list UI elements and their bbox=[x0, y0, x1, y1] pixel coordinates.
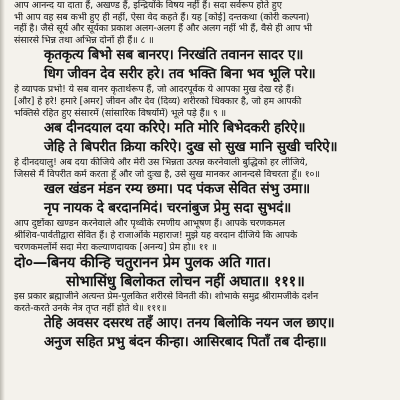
verse-line: अनुज सहित प्रभु बंदन कीन्हा। आसिरबाद पिताँ तब दीन्हा॥ bbox=[44, 334, 327, 351]
verse-line: कृतकृत्य बिभो सब बानरए। निरखंति तवानन सादर ए॥ bbox=[44, 47, 304, 64]
verse-line: जेहि ते बिपरीत क्रिया करिऐ। दुख सो सुख मानि सुखी चरिऐ॥ bbox=[44, 139, 338, 156]
verse-line: अब दीनदयाल दया करिऐ। मति मोरि बिभेदकरी हरिऐ॥ bbox=[44, 120, 306, 137]
verse-line: खल खंडन मंडन रम्य छमा। पद पंकज सेवित संभु उमा॥ bbox=[44, 181, 310, 198]
doha-line: सोभासिंधु बिलोकत लोचन नहीं अघात॥ १११॥ bbox=[66, 273, 305, 291]
text-line: श्रीशिव-पार्वतीद्वारा सेवित हैं। हे राजाओंके महाराज! मुझे यह वरदान दीजिये कि आपके bbox=[14, 229, 298, 241]
text-line: भी आप वह सब कभी हुए ही नहीं, ऐसा वेद कहते हैं। यह [कोई] दन्तकथा (कोरी कल्पना) bbox=[14, 11, 310, 23]
text-line: भक्तिसे रहित हुए संसारमें (सांसारिक विषयोंमें) भूले पड़े हैं॥ ९ ॥ bbox=[14, 107, 227, 119]
text-line: हे दीनदयालु! अब दया कीजिये और मेरी उस भिन्नता उत्पन्न करनेवाली बुद्धिको हर लीजिये, bbox=[14, 157, 308, 169]
text-line: आप दुष्टोंका खण्डन करनेवाले और पृथ्वीके रमणीय आभूषण हैं। आपके चरणकमल bbox=[14, 218, 285, 230]
text-line: हे व्यापक प्रभो! ये सब वानर कृतार्थरूप हैं, जो आदरपूर्वक ये आपका मुख देख रहे हैं। bbox=[14, 84, 295, 96]
text-line: [और] हे हरे! हमारे [अमर] जीवन और देव (दिव्य) शरीरको धिक्कार है, जो हम आपकी bbox=[14, 95, 302, 107]
text-line: नहीं है। जैसे सूर्य और सूर्यका प्रकाश अलग-अलग हैं और अलग नहीं भी हैं, वैसे ही आप भी bbox=[14, 23, 312, 35]
doha-line: दो०—बिनय कीन्हि चतुरानन प्रेम पुलक अति गात। bbox=[14, 254, 272, 272]
verse-line: धिग जीवन देव सरीर हरे। तव भक्ति बिना भव भूलि परे॥ bbox=[44, 66, 316, 83]
text-line: चरणकमलोंमें सदा मेरा कल्याणदायक [अनन्य] प्रेम हो॥ ११ ॥ bbox=[14, 241, 217, 253]
verse-line: तेहि अवसर दसरथ तहँ आए। तनय बिलोकि नयन जल छाए॥ bbox=[44, 315, 335, 332]
text-line: संसारसे भिन्न तथा अभिन्न दोनों ही हैं॥ ८ ॥ bbox=[14, 34, 154, 46]
text-line: इस प्रकार ब्रह्माजीने अत्यन्त प्रेम-पुलकित शरीरसे विनती की। शोभाके समुद्र श्रीरामजीके दर्शन bbox=[14, 291, 319, 303]
verse-line: नृप नायक दे बरदानमिदं। चरनांबुज प्रेमु सदा सुभदं॥ bbox=[44, 200, 292, 217]
page-edge-shadow bbox=[0, 0, 5, 400]
text-line: करते-करते उनके नेत्र तृप्त नहीं होते थे॥ १११॥ bbox=[14, 302, 167, 314]
text-line: आप आनन्द या दाता हैं, अखण्ड हैं, इन्द्रियोंके विषय नहीं हैं। सदा सर्वरूप होते हुए bbox=[14, 0, 282, 11]
text-line: जिससे मैं विपरीत कर्म करता हूँ और जो दुःख है, उसे सुख मानकर आनन्दसे विचरता हूँ॥ १०॥ bbox=[14, 168, 320, 180]
